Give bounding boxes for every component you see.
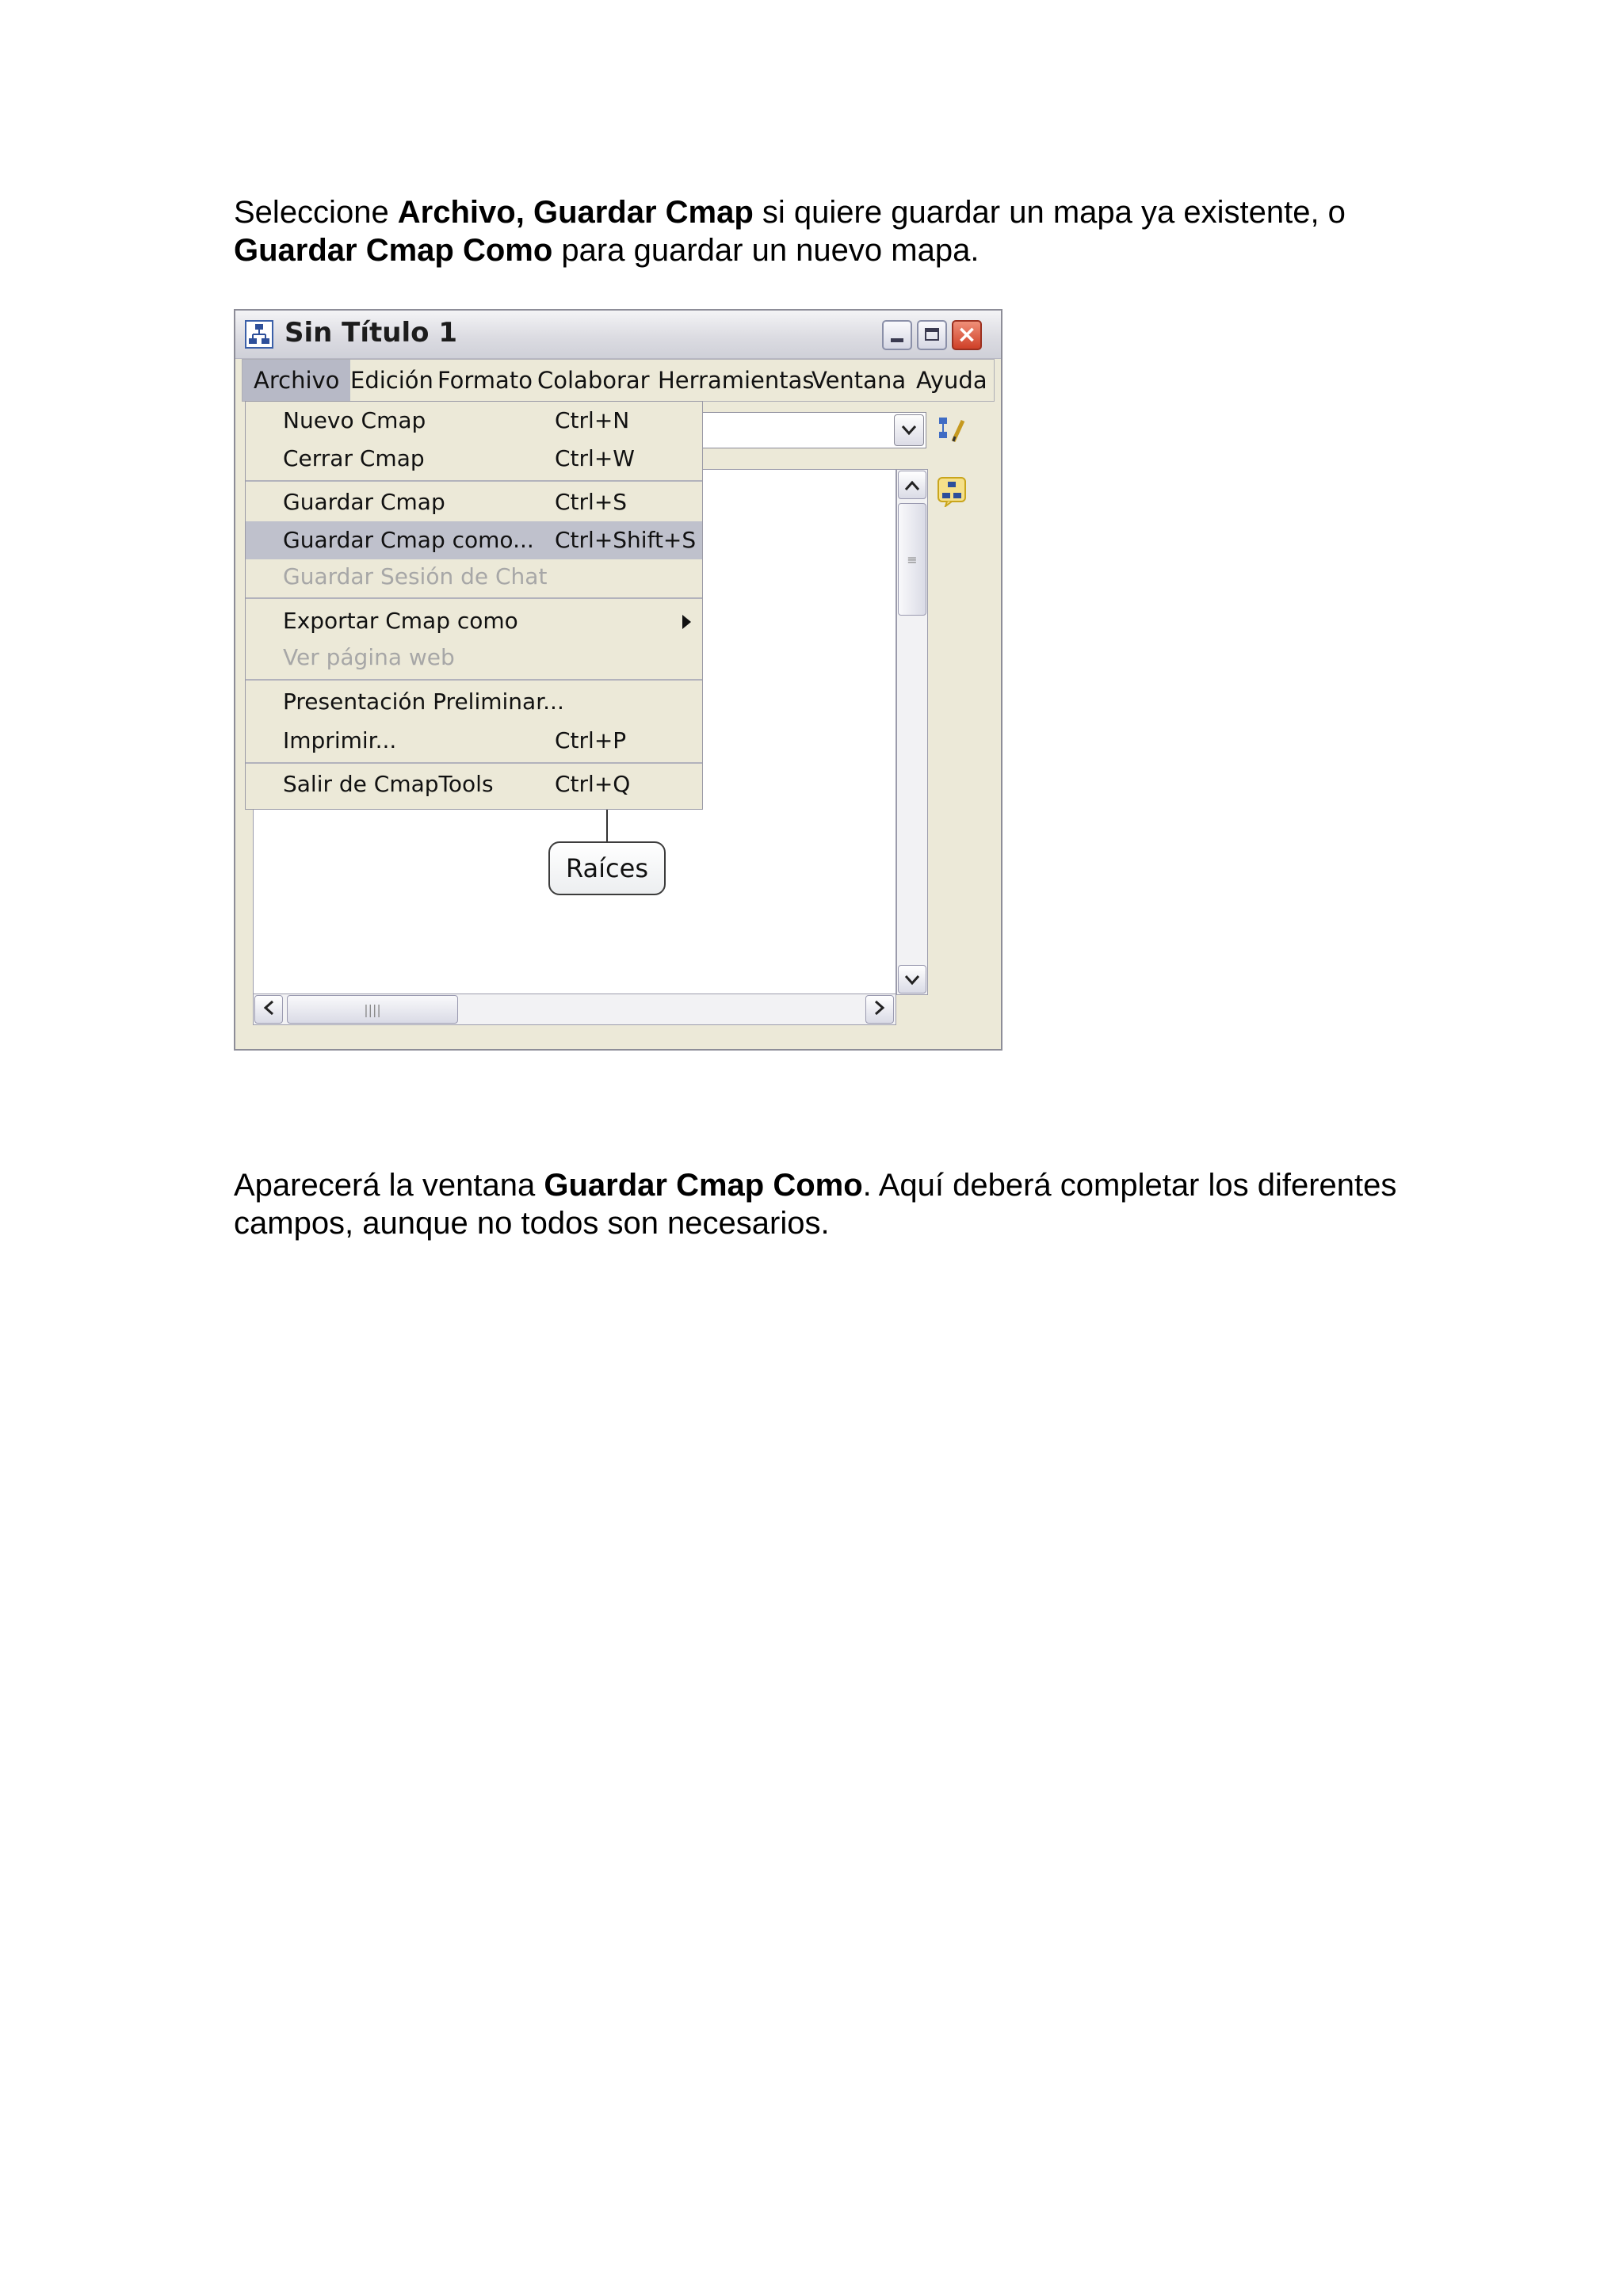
menu-item-label: Cerrar Cmap [283, 445, 425, 471]
menu-edicion[interactable]: Edición [350, 367, 433, 394]
menu-item-guardar-cmap-como[interactable] [246, 521, 702, 559]
minimize-icon [891, 338, 903, 342]
submenu-arrow-icon [682, 615, 691, 629]
minimize-button[interactable] [882, 320, 912, 350]
instruction-paragraph-1 [234, 193, 1423, 269]
menu-separator [246, 597, 702, 599]
menu-item-guardar-cmap[interactable] [246, 483, 702, 521]
menu-item-label: Exportar Cmap como [283, 608, 518, 634]
scroll-right-button[interactable] [865, 995, 894, 1024]
menu-item-shortcut: Ctrl+Q [555, 771, 631, 797]
cmaptools-window [234, 309, 1002, 1051]
menu-item-guardar-sesion-chat [246, 558, 702, 596]
scroll-up-button[interactable] [898, 471, 926, 499]
menu-item-label: Salir de CmapTools [283, 771, 494, 797]
menu-bar [242, 359, 995, 402]
menu-item-nuevo-cmap[interactable] [246, 402, 702, 440]
toolbar-combobox[interactable] [697, 412, 926, 448]
views-icon[interactable] [936, 475, 968, 507]
concept-link-line [606, 808, 608, 841]
scroll-left-button[interactable] [254, 995, 283, 1024]
menu-item-ver-pagina-web [246, 639, 702, 677]
instruction-paragraph-2 [234, 1166, 1423, 1242]
concept-node[interactable]: Raíces [548, 841, 666, 895]
style-palette-icon[interactable] [936, 414, 968, 446]
archivo-dropdown-menu [245, 401, 703, 810]
text-run: si quiere guardar un mapa ya existente, o [753, 195, 1346, 230]
menu-formato[interactable]: Formato [437, 367, 533, 394]
menu-item-shortcut: Ctrl+S [555, 489, 628, 515]
menu-item-imprimir[interactable] [246, 722, 702, 760]
menu-item-label: Imprimir... [283, 727, 397, 753]
text-run: Aparecerá la ventana [234, 1168, 544, 1203]
menu-item-presentacion-preliminar[interactable] [246, 683, 702, 721]
maximize-icon [925, 328, 939, 341]
menu-separator [246, 480, 702, 482]
menu-item-label: Presentación Preliminar... [283, 688, 564, 715]
vertical-scroll-thumb[interactable]: ≡ [898, 503, 926, 616]
menu-item-label: Guardar Cmap [283, 489, 445, 515]
menu-colaborar[interactable]: Colaborar [537, 367, 650, 394]
menu-item-label: Nuevo Cmap [283, 407, 426, 433]
menu-herramientas[interactable]: Herramientas [658, 367, 815, 394]
close-icon: × [957, 321, 977, 349]
menu-item-salir-cmaptools[interactable] [246, 765, 702, 803]
menu-item-shortcut: Ctrl+P [555, 727, 627, 753]
bold-run: Guardar Cmap Como [234, 233, 553, 268]
close-button[interactable] [952, 320, 982, 350]
maximize-button[interactable] [917, 320, 947, 350]
menu-ayuda[interactable]: Ayuda [916, 367, 987, 394]
menu-item-shortcut: Ctrl+N [555, 407, 630, 433]
cmap-app-icon [245, 320, 273, 349]
chevron-down-icon[interactable] [894, 414, 924, 446]
menu-item-label: Guardar Sesión de Chat [283, 563, 548, 589]
menu-item-exportar-cmap-como[interactable] [246, 602, 702, 640]
horizontal-scroll-thumb[interactable]: |||| [287, 995, 458, 1024]
text-run: Seleccione [234, 195, 398, 230]
bold-run: Archivo, Guardar Cmap [397, 195, 754, 230]
menu-ventana[interactable]: Ventana [812, 367, 907, 394]
vertical-scrollbar[interactable] [896, 469, 928, 995]
title-bar[interactable] [235, 311, 1001, 359]
menu-item-shortcut: Ctrl+W [555, 445, 635, 471]
scroll-down-button[interactable] [898, 965, 926, 994]
text-run: . Aquí deberá completar los diferentes campos, aunque no todos son necesarios. [234, 1168, 1397, 1241]
horizontal-scrollbar[interactable] [253, 994, 896, 1025]
menu-item-label: Guardar Cmap como... [283, 527, 534, 553]
menu-separator [246, 762, 702, 764]
menu-item-shortcut: Ctrl+Shift+S [555, 527, 697, 553]
window-title: Sin Título 1 [285, 317, 457, 349]
menu-separator [246, 679, 702, 681]
menu-archivo[interactable]: Archivo [242, 360, 350, 401]
menu-item-cerrar-cmap[interactable] [246, 440, 702, 478]
bold-run: Guardar Cmap Como [544, 1168, 863, 1203]
menu-item-label: Ver página web [283, 644, 455, 670]
text-run: para guardar un nuevo mapa. [552, 233, 980, 268]
